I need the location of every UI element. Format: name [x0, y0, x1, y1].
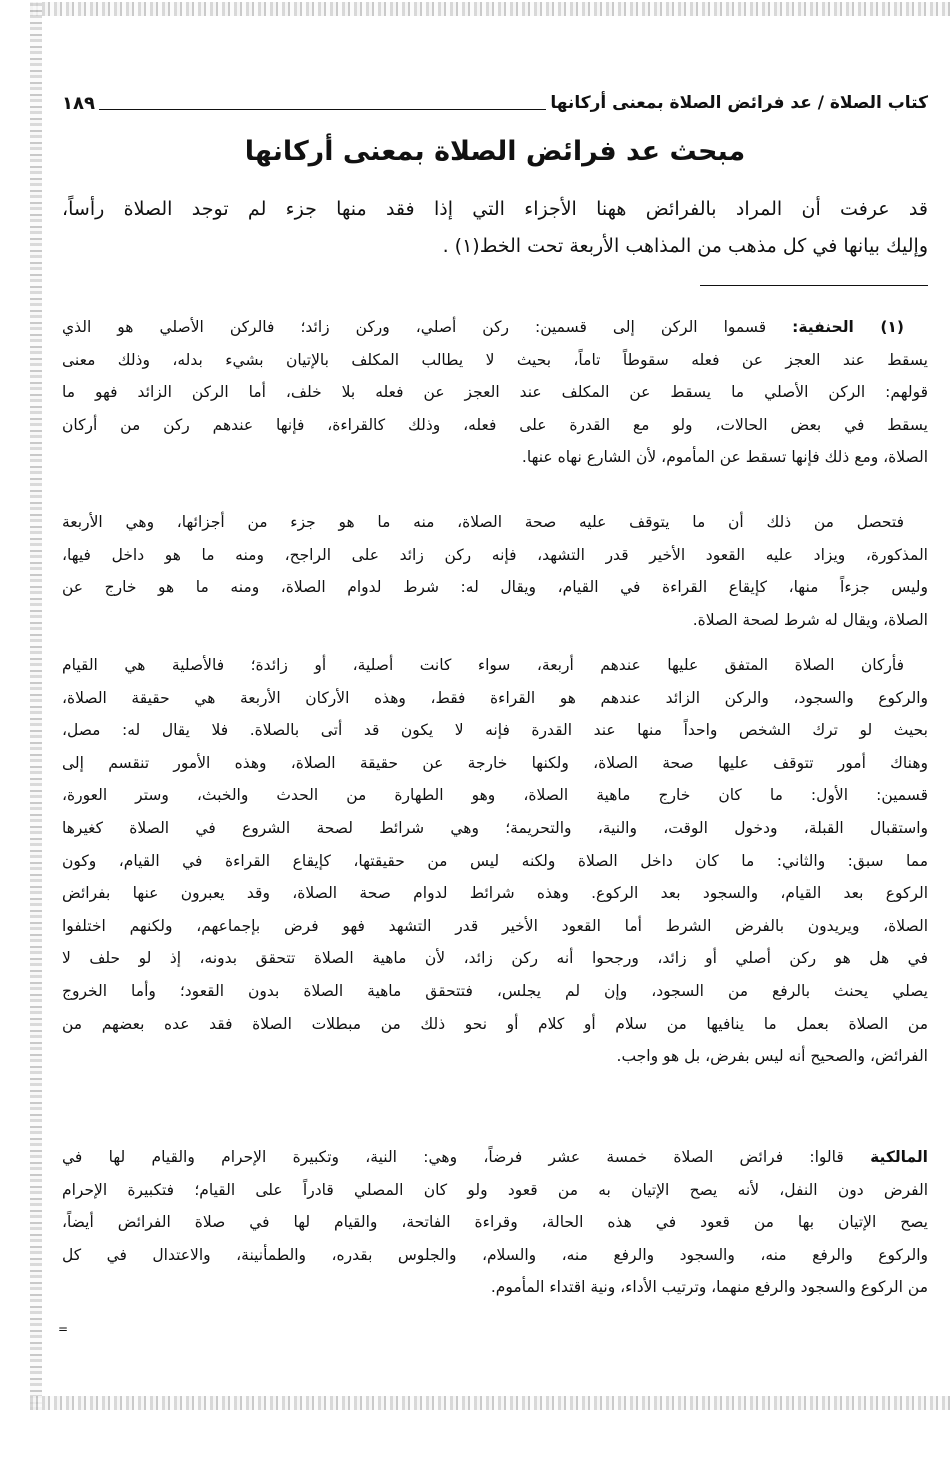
footnote-line — [62, 1142, 928, 1172]
footnote-line: واستقبال القبلة، ودخول الوقت، والنية، والتحريمة؛ وهي شرائط لصحة الشروع في الصلاة كغيرها — [62, 819, 928, 837]
footnote-line: والركوع والرفع منه، والسجود والرفع منه، والسلام، والجلوس بقدره، والطمأنينة، والاعتدال في كل — [62, 1245, 928, 1264]
footnote-line: يسقط عند العجز عن فعله سقوطاً تاماً، بحيث لا يطالب المكلف بالإتيان بشيء بدله، وذلك معنى — [62, 350, 928, 369]
footnote-line — [62, 312, 928, 342]
body-line: وإليك بيانها في كل مذهب من المذاهب الأربعة تحت الخط(١) . — [442, 235, 928, 257]
footnote-text: فأركان الصلاة المتفق عليها عندهم أربعة، سواء كانت أصلية، أو زائدة؛ فالأصلية هي القيام — [62, 656, 904, 674]
footnote-line: وهناك أمور تتوقف عليها صحة الصلاة، ولكنها خارجة عن حقيقة الصلاة، وهذه الأمور تنقسم إلى — [62, 753, 928, 772]
footnote-line: الصلاة، ويريدون بالفرض الشرط أما القعود الأخير قدر التشهد فهو فرض بإجماعهم، ولكنهم اختلفوا — [62, 916, 928, 935]
footnote-line: مما سبق: والثاني: ما كان داخل الصلاة ولكنه ليس من حقيقتها، كإيقاع القراءة في القيام، وكون — [62, 851, 928, 870]
footnote-school-name: المالكية — [870, 1148, 928, 1166]
running-header — [62, 88, 928, 118]
footnote-line: وليس جزءاً منها، كإيقاع القراءة في القيام، ويقال له: شرط لدوام الصلاة، ومنه ما هو خارج عن — [62, 578, 928, 597]
footnote-text: قالوا: فرائض الصلاة خمسة عشر فرضاً، وهي: النية، وتكبيرة الإحرام والقيام لها في — [62, 1148, 844, 1166]
ornamental-border-top — [30, 2, 950, 16]
section-title: مبحث عد فرائض الصلاة بمعنى أركانها — [244, 136, 746, 167]
footnote-line: يسقط في بعض الحالات، ولو مع القدرة على فعله، وذلك كالقراءة، فإنها عندهم ركن من أركان — [62, 415, 928, 434]
footnote-line: في هل هو ركن أصلي أو زائد، ورجحوا أنه ركن زائد، لأن ماهية الصلاة تتحقق بدونه، إذ لو حلف لا — [62, 949, 928, 968]
footnote-line: يصلي يحنث بالرفع من السجود، وإن لم يجلس، فتتحقق ماهية الصلاة بدون القعود؛ وأما الخروج — [62, 982, 928, 1000]
footnote-line — [62, 507, 928, 537]
footnote-line: والركوع والسجود، والركن الزائد عندهم هو القراءة فقط، وهذه الأركان الأربعة هي حقيقة الصلاة، — [62, 688, 928, 707]
header-rule — [99, 97, 546, 110]
running-title: كتاب الصلاة / عد فرائض الصلاة بمعنى أركانها — [550, 93, 928, 113]
footnote-line: بحيث لو ترك الشخص واحداً منها عند القدرة فإنه لا يكون قد أتى بالصلاة. فلا يقال له: مصل، — [62, 721, 928, 740]
page-number: ١٨٩ — [62, 92, 95, 114]
footnote-separator — [700, 285, 928, 286]
footnote-line: الصلاة، ويقال له شرط لصحة الصلاة. — [692, 610, 928, 629]
ornamental-border-left — [30, 2, 42, 1410]
footnote-line: قسمين: الأول: ما كان خارج ماهية الصلاة، وهو الطهارة من الحدث والخبث، وستر العورة، — [62, 786, 928, 805]
footnote-line: من الصلاة بعمل ما ينافيها من سلام أو كلام أو نحو ذلك من مبطلات الصلاة فقد عده بعضهم من — [62, 1014, 928, 1033]
footnote-line: قولهم: الركن الأصلي ما يسقط عن المكلف عند العجز عن فعله بلا خلف، أما الركن الزائد فهو ما — [62, 383, 928, 402]
footnote-line: يصح الإتيان بها من قعود في هذه الحالة، وقراءة الفاتحة، والقيام لها في صلاة الفرائض أيضاً، — [62, 1213, 928, 1232]
footnote-line: المذكورة، ويزاد عليه القعود الأخير قدر التشهد، فإنه ركن زائد على الراجح، ومنه ما هو داخل فيها، — [62, 545, 928, 564]
footnote-line: الفرائض، والصحيح أنه ليس بفرض، بل هو واجب. — [616, 1047, 928, 1066]
footnote-school-name: (١) الحنفية: — [792, 318, 904, 336]
footnote-text: فتحصل من ذلك أن ما يتوقف عليه صحة الصلاة، منه ما هو جزء من أجزائها، وهي الأربعة — [62, 513, 904, 531]
footnote-line — [62, 650, 928, 680]
ornamental-border-bottom — [30, 1396, 950, 1410]
body-line: قد عرفت أن المراد بالفرائض ههنا الأجزاء التي إذا فقد منها جزء لم توجد الصلاة رأساً، — [62, 198, 928, 220]
footnote-line: من الركوع والسجود والرفع منهما، وترتيب الأداء، ونية اقتداء المأموم. — [490, 1278, 928, 1297]
footnote-line: الصلاة، ومع ذلك فإنها تسقط عن المأموم، لأن الشارع نهاه عنها. — [521, 448, 928, 467]
margin-mark: = — [58, 1322, 69, 1336]
footnote-text: قسموا الركن إلى قسمين: ركن أصلي، وركن زائد؛ فالركن الأصلي هو الذي — [62, 318, 767, 336]
footnote-line: الفرض دون النفل، لأنه يصح الإتيان به من قعود ولو كان المصلي قادراً على القيام؛ فتكبيرة الإحرام — [62, 1180, 928, 1199]
footnote-line: الركوع بعد القيام، والسجود بعد الركوع. وهذه شرائط لدوام صحة الصلاة، وقد يعبرون عنها بفرائض — [62, 884, 928, 903]
